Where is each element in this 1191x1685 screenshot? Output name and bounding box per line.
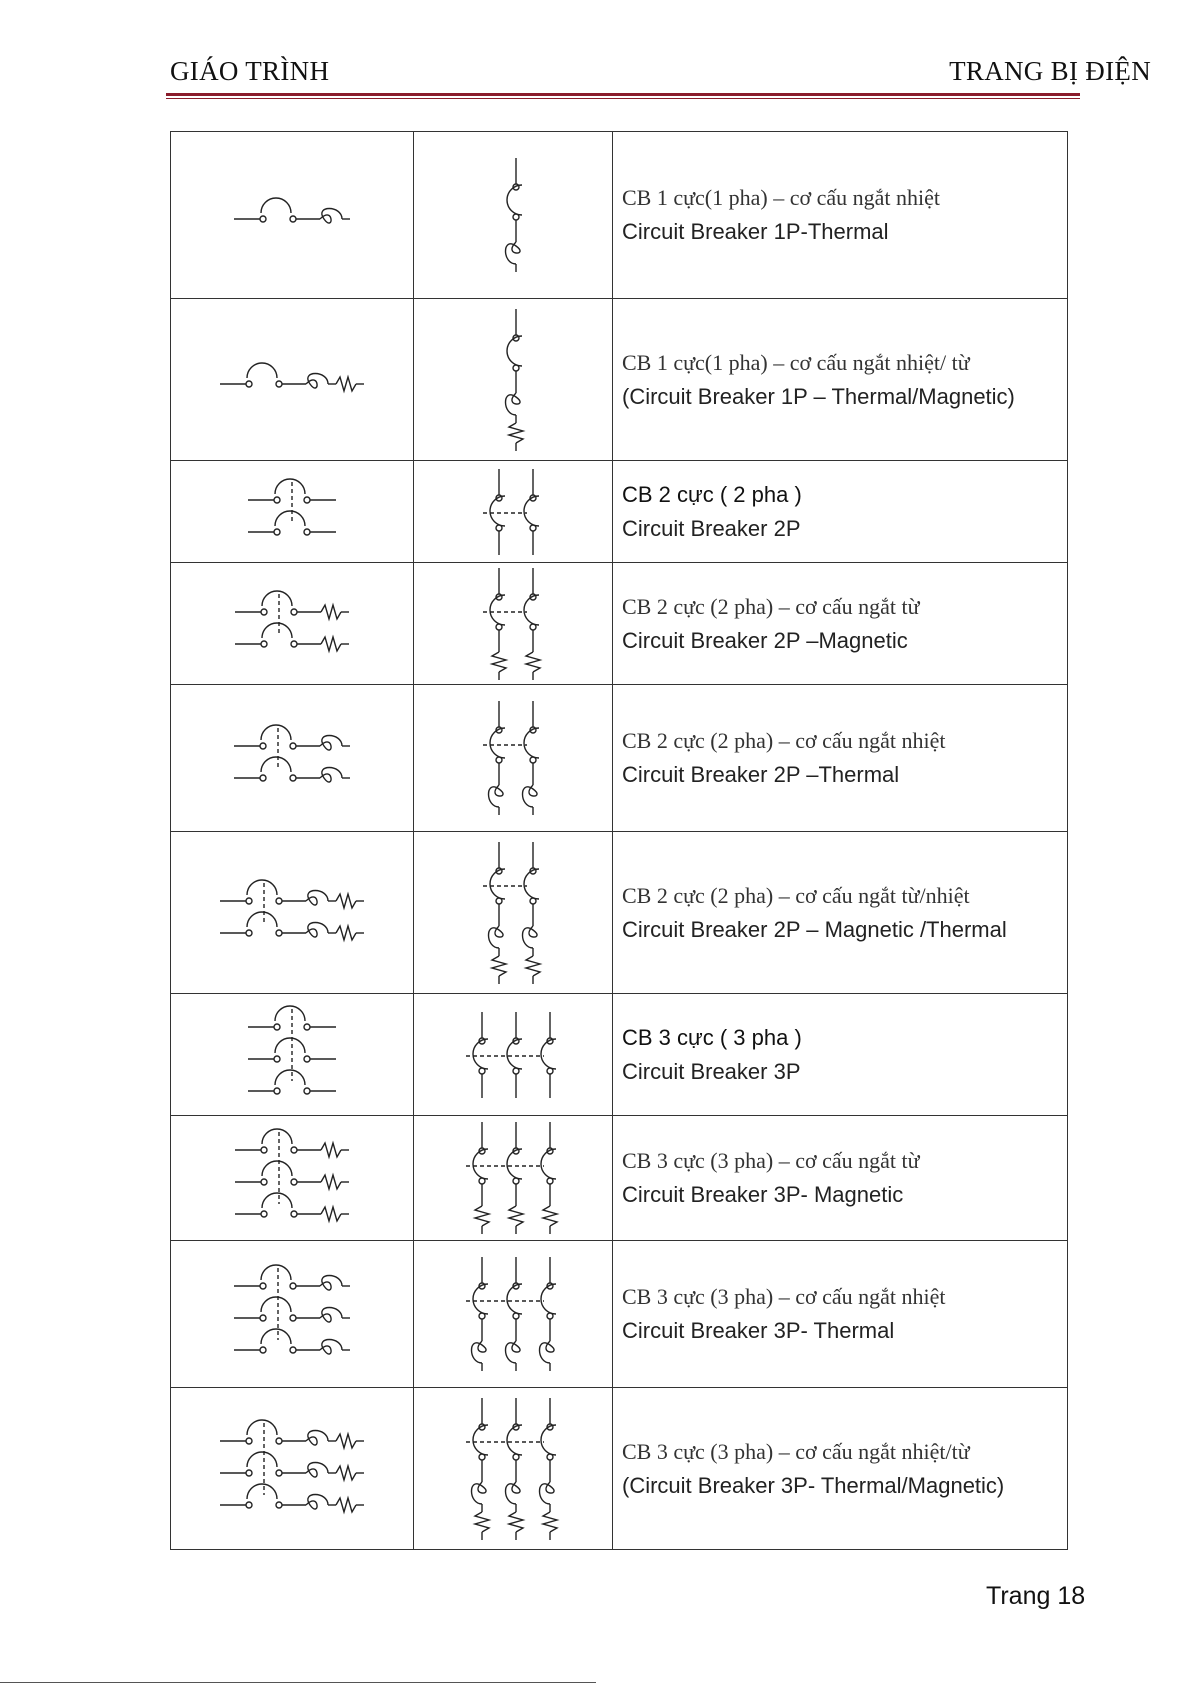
vertical-symbol-cell [414,1116,613,1241]
vertical-symbol-cell [414,132,613,299]
horizontal-breaker-symbol [171,299,413,460]
description-cell [613,685,1068,832]
vertical-breaker-symbol [414,1388,612,1549]
vertical-breaker-symbol [414,563,612,684]
english-description: Circuit Breaker 2P [622,515,801,541]
vertical-breaker-symbol [414,1241,612,1387]
vertical-symbol-cell [414,563,613,685]
vertical-breaker-symbol [414,685,612,831]
horizontal-symbol-cell [171,132,414,299]
english-description: Circuit Breaker 1P-Thermal [622,219,889,244]
circuit-breaker-symbol-table [170,131,1068,1550]
horizontal-symbol-cell [171,994,414,1116]
symbol-row [171,832,1068,994]
vietnamese-description: CB 3 cực (3 pha) – cơ cấu ngắt từ [622,1148,920,1173]
horizontal-symbol-cell [171,685,414,832]
description-cell [613,1388,1068,1550]
horizontal-breaker-symbol [171,1116,413,1240]
english-description: Circuit Breaker 3P [622,1058,801,1084]
vertical-breaker-symbol [414,832,612,993]
description-cell [613,299,1068,461]
english-description: (Circuit Breaker 3P- Thermal/Magnetic) [622,1472,1005,1498]
vietnamese-description: CB 2 cực (2 pha) – cơ cấu ngắt từ [622,593,920,619]
english-description: Circuit Breaker 2P –Magnetic [622,627,908,653]
description-cell [613,994,1068,1116]
vertical-symbol-cell [414,832,613,994]
symbol-row [171,132,1068,299]
horizontal-symbol-cell [171,832,414,994]
vertical-breaker-symbol [414,994,612,1115]
footer-rule [0,1682,596,1683]
horizontal-symbol-cell [171,563,414,685]
description-cell [613,563,1068,685]
description-cell [613,461,1068,563]
horizontal-breaker-symbol [171,832,413,993]
symbol-row [171,994,1068,1116]
vietnamese-description: CB 3 cực (3 pha) – cơ cấu ngắt nhiệt [622,1284,946,1309]
vietnamese-description: CB 3 cực (3 pha) – cơ cấu ngắt nhiệt/từ [622,1438,970,1464]
vietnamese-description: CB 2 cực (2 pha) – cơ cấu ngắt từ/nhiệt [622,882,970,908]
symbol-row [171,1116,1068,1241]
english-description: Circuit Breaker 3P- Magnetic [622,1182,904,1207]
vertical-symbol-cell [414,685,613,832]
symbol-row [171,1388,1068,1550]
vertical-symbol-cell [414,1388,613,1550]
vietnamese-description: CB 2 cực (2 pha) – cơ cấu ngắt nhiệt [622,728,946,753]
vertical-breaker-symbol [414,299,612,460]
horizontal-symbol-cell [171,1388,414,1550]
symbol-row [171,299,1068,461]
vertical-breaker-symbol [414,461,612,562]
horizontal-breaker-symbol [171,563,413,684]
horizontal-breaker-symbol [171,685,413,831]
horizontal-symbol-cell [171,299,414,461]
symbol-row [171,461,1068,563]
vertical-symbol-cell [414,994,613,1116]
horizontal-symbol-cell [171,1241,414,1388]
english-description: Circuit Breaker 3P- Thermal [622,1318,895,1343]
horizontal-breaker-symbol [171,994,413,1115]
horizontal-breaker-symbol [171,1388,413,1549]
header-title-right: TRANG BỊ ĐIỆN [949,56,1151,86]
english-description: (Circuit Breaker 1P – Thermal/Magnetic) [622,383,1015,409]
description-cell [613,132,1068,299]
vietnamese-description: CB 2 cực ( 2 pha ) [622,481,802,507]
vertical-breaker-symbol [414,1116,612,1240]
english-description: Circuit Breaker 2P –Thermal [622,762,900,787]
description-cell [613,1116,1068,1241]
vietnamese-description: CB 1 cực(1 pha) – cơ cấu ngắt nhiệt [622,185,941,210]
vietnamese-description: CB 1 cực(1 pha) – cơ cấu ngắt nhiệt/ từ [622,349,970,375]
horizontal-breaker-symbol [171,132,413,298]
vertical-symbol-cell [414,299,613,461]
header-rule [166,93,1080,96]
header-title-left: GIÁO TRÌNH [170,56,330,86]
horizontal-breaker-symbol [171,461,413,562]
vertical-breaker-symbol [414,132,612,298]
symbol-row [171,1241,1068,1388]
vietnamese-description: CB 3 cực ( 3 pha ) [622,1024,802,1050]
vertical-symbol-cell [414,1241,613,1388]
horizontal-symbol-cell [171,1116,414,1241]
english-description: Circuit Breaker 2P – Magnetic /Thermal [622,916,1007,942]
description-cell [613,832,1068,994]
header-rule-thin [166,98,1080,99]
vertical-symbol-cell [414,461,613,563]
horizontal-breaker-symbol [171,1241,413,1387]
horizontal-symbol-cell [171,461,414,563]
symbol-row [171,685,1068,832]
description-cell [613,1241,1068,1388]
page-number: Trang 18 [986,1582,1086,1610]
symbol-row [171,563,1068,685]
